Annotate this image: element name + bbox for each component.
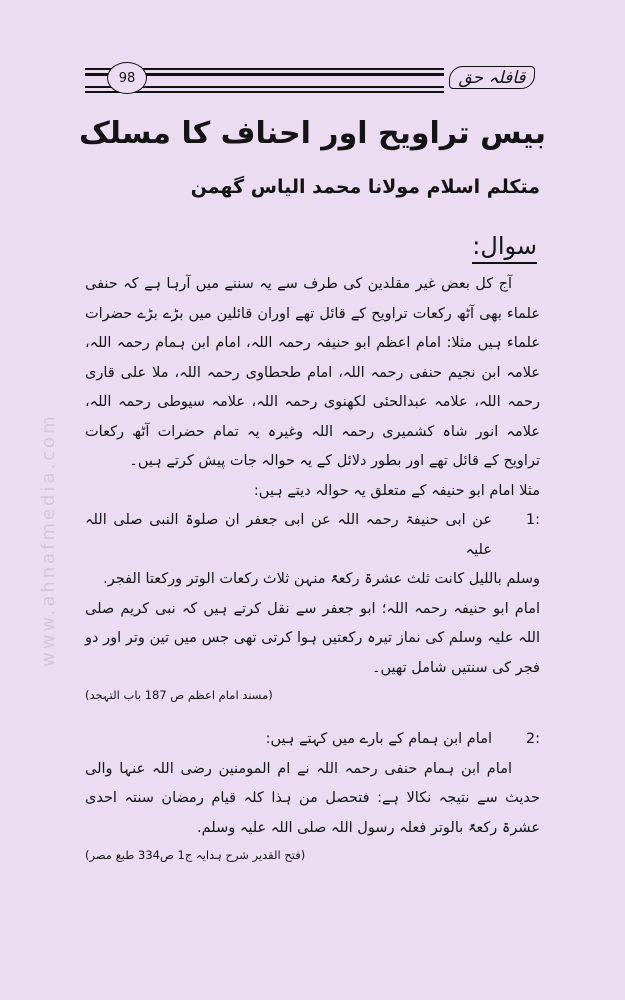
page-number: 98 [107, 62, 147, 94]
paragraph: امام ابن ہمام حنفی رحمہ اللہ نے ام المومنین رضی اللہ عنہا والی حدیث سے نتیجہ نکالا ہے: فتحصل من ہذا کلہ قیام رمضان سنتہ احدی عشرۃ رکعۃً بالوتر فعلہ رسول اللہ صلی اللہ علیہ وسلم. [85, 760, 540, 836]
item-number: :1 [525, 512, 540, 528]
paragraph: آج کل بعض غیر مقلدین کی طرف سے یہ سننے میں آرہا ہے کہ حنفی علماء بھی آٹھ رکعات تراویح کے قائل تھے اوران قائلین میں بڑے بڑے حضرات علماء ہیں مثلا: امام اعظم ابو حنیفہ رحمہ اللہ، امام ابن ہمام رحمہ اللہ، علامہ ابن نجیم حنفی رحمہ اللہ، امام طحطاوی رحمہ اللہ، ملا علی قاری رحمہ اللہ، علامہ عبدالحئی لکھنوی رحمہ اللہ، علامہ سیوطی رحمہ اللہ، علامہ انور شاہ کشمیری رحمہ اللہ وغیرہ یہ تمام حضرات آٹھ رکعات تراویح کے قائل تھے اور بطور دلائل کے یہ حوالہ جات پیش کرتے ہیں۔ [85, 276, 540, 469]
magazine-logo [444, 61, 540, 93]
citation: (فتح القدیر شرح ہدایہ ج1 ص334 طبع مصر) [85, 848, 306, 862]
paragraph: وسلم باللیل کانت ثلث عشرۃ رکعۃً منہن ثلاث رکعات الوتر ورکعتا الفجر. [103, 571, 540, 587]
item-text: عن ابی حنیفۃ رحمہ اللہ عن ابی جعفر ان صلوۃ النبی صلی اللہ علیہ [85, 512, 492, 558]
item-number: :2 [525, 731, 540, 747]
article-author: متکلم اسلام مولانا محمد الیاس گھمن [190, 176, 540, 198]
paragraph: مثلا امام ابو حنیفہ کے متعلق یہ حوالہ دیتے ہیں: [253, 482, 540, 499]
article-title: بیس تراویح اور احناف کا مسلک [78, 116, 547, 151]
logo-text: قافلہ حق [449, 66, 534, 89]
numbered-item [85, 725, 540, 755]
citation: (مسند امام اعظم ص 187 باب التہجد) [85, 688, 273, 702]
article-body [85, 270, 540, 867]
watermark: www.ahnafmedia.com [38, 413, 59, 667]
paragraph: امام ابو حنیفہ رحمہ اللہ؛ ابو جعفر سے نقل کرتے ہیں کہ نبی کریم صلی اللہ علیہ وسلم کی نماز تیرہ رکعتیں ہوا کرتی تھی جس میں تین وتر اور دو فجر کی سنتیں شامل تھیں۔ [85, 600, 540, 676]
item-text: امام ابن ہمام کے بارے میں کہتے ہیں: [265, 731, 492, 747]
question-label: سوال: [472, 232, 537, 264]
numbered-item [85, 506, 540, 565]
page-header [85, 60, 540, 98]
